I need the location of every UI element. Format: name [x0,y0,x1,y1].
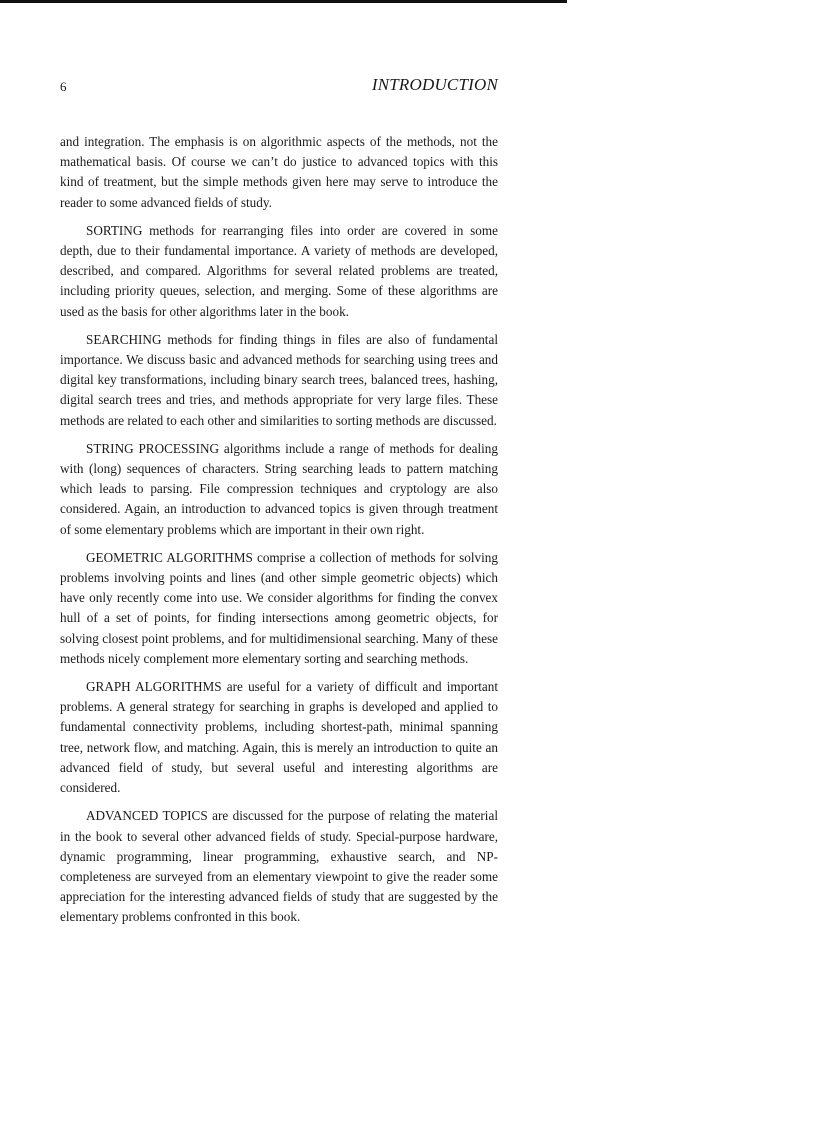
paragraph-graph-algorithms: GRAPH ALGORITHMS are useful for a variety of difficult and important problems. A general strategy for searching in graphs is developed and applied to fundamental connectivity problems, including shortest-path, minimal spanning tree, network flow, and matching. Again, this is merely an introduction to quite an advanced field of study, but several useful and interesting algorithms are considered. [60,679,498,796]
paragraph-searching: SEARCHING methods for finding things in files are also of fundamental importance. We discuss basic and advanced methods for searching using trees and digital key transformations, including binary search trees, balanced trees, hashing, digital search trees and tries, and methods appropriate for very large files. These methods are related to each other and similarities to sorting methods are discussed. [60,331,498,428]
page-header [60,75,498,97]
running-head: INTRODUCTION [371,75,498,94]
paragraph-sorting: SORTING methods for rearranging files into order are covered in some depth, due to their fundamental importance. A variety of methods are developed, described, and compared. Algorithms for several related problems are treated, including priority queues, selection, and merging. Some of these algorithms are used as the basis for other algorithms later in the book. [60,222,498,319]
page-number: 6 [60,79,67,94]
top-rule [0,0,567,3]
body-text [60,132,498,936]
paragraph-continuation: and integration. The emphasis is on algorithmic aspects of the methods, not the mathematical basis. Of course we can’t do justice to advanced topics with this kind of treatment, but the simple methods given here may serve to introduce the reader to some advanced fields of study. [60,134,498,210]
paragraph-string-processing: STRING PROCESSING algorithms include a range of methods for dealing with (long) sequences of characters. String searching leads to pattern matching which leads to parsing. File compression techniques and cryptology are also considered. Again, an introduction to advanced topics is given through treatment of some elementary problems which are important in their own right. [60,440,498,537]
paragraph-advanced-topics: ADVANCED TOPICS are discussed for the purpose of relating the material in the book to several other advanced fields of study. Special-purpose hardware, dynamic programming, linear programming, exhaustive search, and NP-completeness are surveyed from an elementary viewpoint to give the reader some appreciation for the interesting advanced fields of study that are suggested by the elementary problems confronted in this book. [60,808,498,925]
paragraph-geometric-algorithms: GEOMETRIC ALGORITHMS comprise a collection of methods for solving problems involving points and lines (and other simple geometric objects) which have only recently come into use. We consider algorithms for finding the convex hull of a set of points, for finding intersections among geometric objects, for solving closest point problems, and for multidimensional searching. Many of these methods nicely complement more elementary sorting and searching methods. [60,549,498,666]
